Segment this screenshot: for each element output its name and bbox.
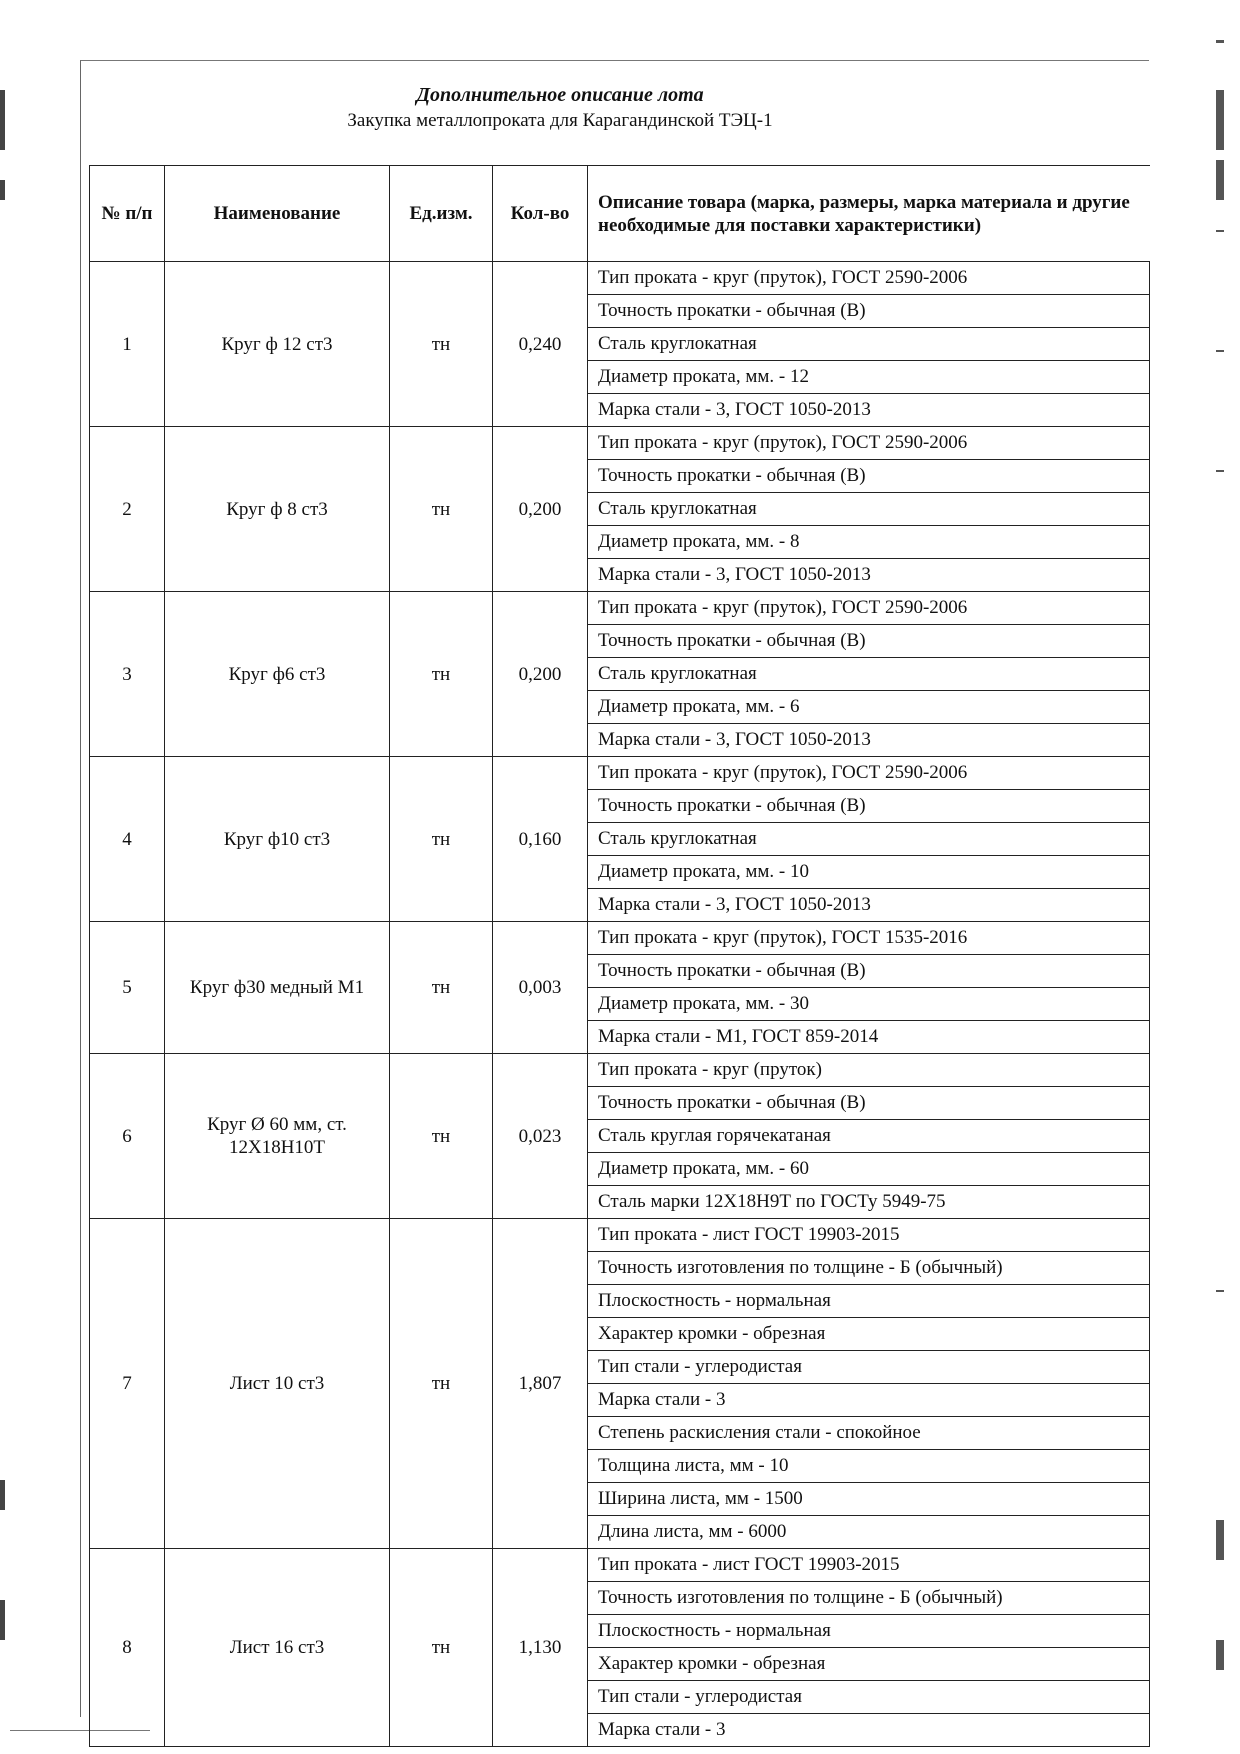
row-name: Круг Ø 60 мм, ст. 12Х18Н10Т — [165, 1054, 390, 1219]
row-name: Круг ф30 медный М1 — [165, 922, 390, 1054]
desc-line: Сталь круглокатная — [588, 328, 1149, 361]
table-row — [90, 922, 1150, 1054]
row-name: Круг ф 8 ст3 — [165, 427, 390, 592]
row-desc — [588, 1054, 1150, 1219]
row-qty: 0,200 — [493, 427, 588, 592]
row-qty: 0,160 — [493, 757, 588, 922]
desc-line: Диаметр проката, мм. - 30 — [588, 988, 1149, 1021]
table-row — [90, 262, 1150, 427]
row-name: Круг ф10 ст3 — [165, 757, 390, 922]
row-num: 6 — [90, 1054, 165, 1219]
row-num: 5 — [90, 922, 165, 1054]
desc-line: Марка стали - 3 — [588, 1384, 1149, 1417]
desc-line: Диаметр проката, мм. - 12 — [588, 361, 1149, 394]
desc-line: Сталь марки 12Х18Н9Т по ГОСТу 5949-75 — [598, 1191, 946, 1212]
desc-line: Ширина листа, мм - 1500 — [588, 1483, 1149, 1516]
desc-line: Тип проката - круг (пруток), ГОСТ 2590-2006 — [588, 592, 1149, 625]
row-unit: тн — [390, 757, 493, 922]
row-num: 2 — [90, 427, 165, 592]
desc-line: Сталь круглая горячекатаная — [588, 1120, 1149, 1153]
header-num: № п/п — [90, 166, 165, 262]
desc-line: Тип проката - круг (пруток), ГОСТ 1535-2016 — [588, 922, 1149, 955]
table-row — [90, 1219, 1150, 1549]
row-num: 8 — [90, 1549, 165, 1747]
row-unit: тн — [390, 1549, 493, 1747]
row-desc — [588, 1549, 1150, 1747]
scan-edge-marks-right — [1216, 0, 1226, 1754]
desc-line: Диаметр проката, мм. - 6 — [588, 691, 1149, 724]
row-name: Круг ф6 ст3 — [165, 592, 390, 757]
row-qty: 0,003 — [493, 922, 588, 1054]
lot-table — [89, 165, 1150, 1747]
row-unit: тн — [390, 1219, 493, 1549]
row-unit: тн — [390, 592, 493, 757]
desc-line: Марка стали - 3 — [598, 1719, 726, 1740]
desc-line: Степень раскисления стали - спокойное — [588, 1417, 1149, 1450]
row-unit: тн — [390, 922, 493, 1054]
row-qty: 0,240 — [493, 262, 588, 427]
header-unit: Ед.изм. — [390, 166, 493, 262]
table-row — [90, 1549, 1150, 1747]
document-subtitle: Закупка металлопроката для Карагандинской ТЭЦ-1 — [347, 110, 773, 131]
row-desc — [588, 922, 1150, 1054]
row-num: 7 — [90, 1219, 165, 1549]
desc-line: Точность прокатки - обычная (В) — [588, 1087, 1149, 1120]
desc-line: Марка стали - 3, ГОСТ 1050-2013 — [598, 399, 871, 420]
table-row — [90, 592, 1150, 757]
desc-line: Тип проката - круг (пруток), ГОСТ 2590-2006 — [588, 427, 1149, 460]
desc-line: Марка стали - 3, ГОСТ 1050-2013 — [598, 894, 871, 915]
row-desc — [588, 757, 1150, 922]
desc-line: Марка стали - 3, ГОСТ 1050-2013 — [598, 564, 871, 585]
desc-line: Точность прокатки - обычная (В) — [588, 790, 1149, 823]
desc-line: Тип проката - круг (пруток), ГОСТ 2590-2006 — [588, 262, 1149, 295]
desc-line: Точность прокатки - обычная (В) — [588, 295, 1149, 328]
row-name: Лист 10 ст3 — [165, 1219, 390, 1549]
desc-line: Диаметр проката, мм. - 8 — [588, 526, 1149, 559]
row-name: Лист 16 ст3 — [165, 1549, 390, 1747]
row-qty: 1,807 — [493, 1219, 588, 1549]
header-name: Наименование — [165, 166, 390, 262]
row-unit: тн — [390, 427, 493, 592]
row-qty: 0,023 — [493, 1054, 588, 1219]
row-desc — [588, 262, 1150, 427]
document-title: Дополнительное описание лота — [416, 84, 704, 106]
table-row — [90, 1054, 1150, 1219]
desc-line: Тип проката - лист ГОСТ 19903-2015 — [588, 1219, 1149, 1252]
desc-line: Тип проката - лист ГОСТ 19903-2015 — [588, 1549, 1149, 1582]
row-name: Круг ф 12 ст3 — [165, 262, 390, 427]
desc-line: Сталь круглокатная — [588, 493, 1149, 526]
desc-line: Тип стали - углеродистая — [588, 1351, 1149, 1384]
row-num: 4 — [90, 757, 165, 922]
desc-line: Точность прокатки - обычная (В) — [588, 955, 1149, 988]
header-desc: Описание товара (марка, размеры, марка материала и другие необходимые для поставки характеристики) — [588, 166, 1150, 262]
desc-line: Сталь круглокатная — [588, 658, 1149, 691]
row-unit: тн — [390, 262, 493, 427]
desc-line: Толщина листа, мм - 10 — [588, 1450, 1149, 1483]
desc-line: Плоскостность - нормальная — [588, 1285, 1149, 1318]
desc-line: Диаметр проката, мм. - 10 — [588, 856, 1149, 889]
row-qty: 1,130 — [493, 1549, 588, 1747]
table-header-row — [90, 166, 1150, 262]
desc-line: Точность прокатки - обычная (В) — [588, 625, 1149, 658]
row-unit: тн — [390, 1054, 493, 1219]
desc-line: Характер кромки - обрезная — [588, 1318, 1149, 1351]
desc-line: Марка стали - 3, ГОСТ 1050-2013 — [598, 729, 871, 750]
desc-line: Длина листа, мм - 6000 — [598, 1521, 787, 1542]
row-num: 3 — [90, 592, 165, 757]
row-desc — [588, 427, 1150, 592]
desc-line: Тип проката - круг (пруток), ГОСТ 2590-2006 — [588, 757, 1149, 790]
table-row — [90, 427, 1150, 592]
header-qty: Кол-во — [493, 166, 588, 262]
desc-line: Тип стали - углеродистая — [588, 1681, 1149, 1714]
desc-line: Характер кромки - обрезная — [588, 1648, 1149, 1681]
desc-line: Плоскостность - нормальная — [588, 1615, 1149, 1648]
scan-edge-marks-left — [0, 0, 6, 1754]
desc-line: Сталь круглокатная — [588, 823, 1149, 856]
desc-line: Диаметр проката, мм. - 60 — [588, 1153, 1149, 1186]
desc-line: Марка стали - М1, ГОСТ 859-2014 — [598, 1026, 879, 1047]
desc-line: Точность изготовления по толщине - Б (обычный) — [588, 1252, 1149, 1285]
row-desc — [588, 1219, 1150, 1549]
desc-line: Точность прокатки - обычная (В) — [588, 460, 1149, 493]
row-qty: 0,200 — [493, 592, 588, 757]
row-num: 1 — [90, 262, 165, 427]
table-row — [90, 757, 1150, 922]
desc-line: Точность изготовления по толщине - Б (обычный) — [588, 1582, 1149, 1615]
desc-line: Тип проката - круг (пруток) — [588, 1054, 1149, 1087]
row-desc — [588, 592, 1150, 757]
